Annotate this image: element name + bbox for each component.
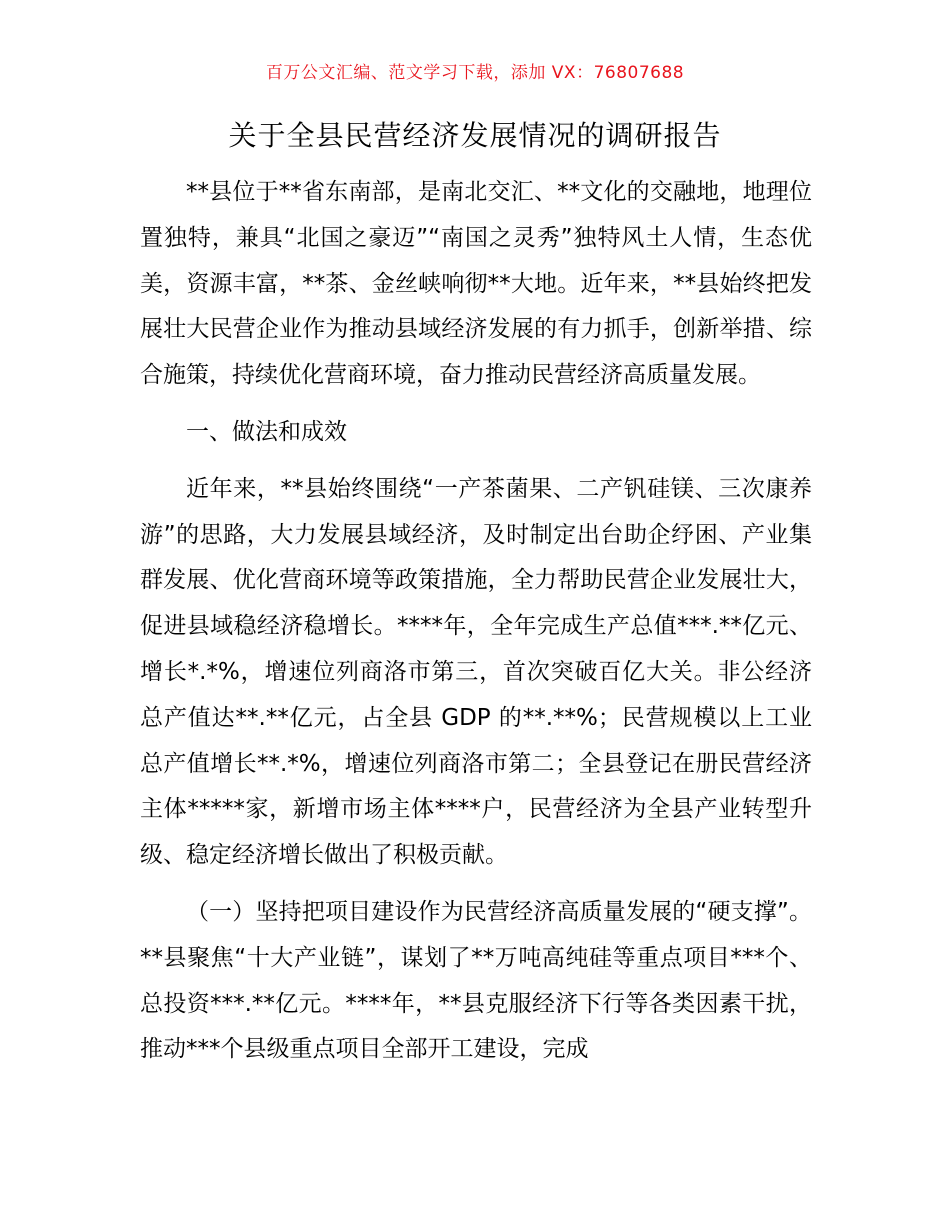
document-body [140,170,812,1073]
project-construction-paragraph: （一）坚持把项目建设作为民营经济高质量发展的“硬支撑”。**县聚焦“十大产业链”，谋划了**万吨高纯硅等重点项目***个、总投资***.**亿元。****年，**县克服经济下行等各类因素干扰，推动***个县级重点项目全部开工建设，完成 [140,898,812,1063]
results-paragraph: 近年来，**县始终围绕“一产茶菌果、二产钒硅镁、三次康养游”的思路，大力发展县域经济，及时制定出台助企纾困、产业集群发展、优化营商环境等政策措施，全力帮助民营企业发展壮大，促进县域稳经济稳增长。****年，全年完成生产总值***.**亿元、增长*.*%，增速位列商洛市第三，首次突破百亿大关。非公经济总产值达**.**亿元，占全县 GDP 的**.**%；民营规模以上工业总产值增长**.*%，增速位列商洛市第二；全县登记在册民营经济主体*****家，新增市场主体****户，民营经济为全县产业转型升级、稳定经济增长做出了积极贡献。 [140,475,812,869]
intro-paragraph: **县位于**省东南部，是南北交汇、**文化的交融地，地理位置独特，兼具“北国之豪迈”“南国之灵秀”独特风土人情，生态优美，资源丰富，**茶、金丝峡响彻**大地。近年来，**县始终把发展壮大民营企业作为推动县域经济发展的有力抓手，创新举措、综合施策，持续优化营商环境，奋力推动民营经济高质量发展。 [140,179,812,389]
header-watermark-note: 百万公文汇编、范文学习下载，添加 VX：76807688 [265,63,685,83]
section-heading-practices-results: 一、做法和成效 [186,418,347,445]
document-title: 关于全县民营经济发展情况的调研报告 [228,119,722,152]
